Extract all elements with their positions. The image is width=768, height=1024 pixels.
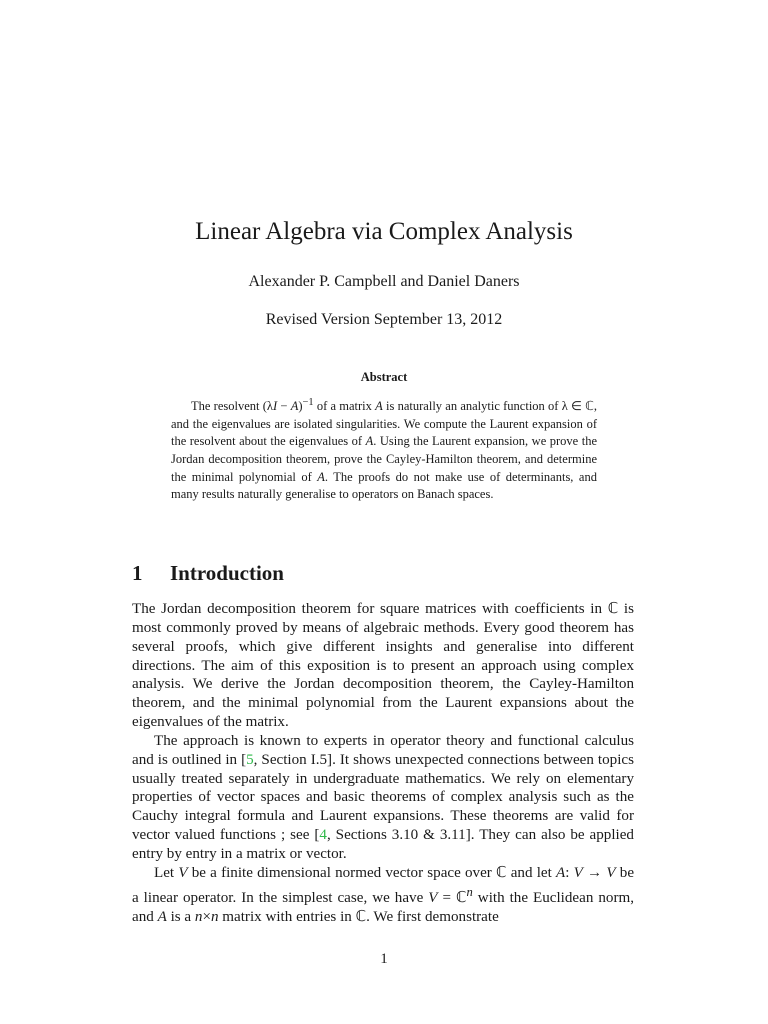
body-span: The approach is known to experts in operator theory and functional calculus and is outlined in [: [132, 732, 634, 768]
citation-link[interactable]: 4: [319, 827, 327, 844]
section-body: [132, 600, 634, 926]
math-var: A: [317, 469, 325, 484]
abstract-span: ): [298, 399, 303, 414]
abstract-span: is naturally an analytic function of λ ∈ ℂ, and the eigenvalues are isolated singularities. We compute the Laurent expansion of the resolvent about the eigenvalues of: [171, 399, 597, 449]
section-number: 1: [132, 561, 143, 585]
body-paragraph: [132, 732, 634, 864]
citation-link[interactable]: 5: [246, 751, 254, 768]
math-var: V: [573, 864, 583, 881]
body-span: Let: [154, 864, 179, 881]
math-exponent: n: [466, 884, 473, 899]
paper-title: Linear Algebra via Complex Analysis: [195, 218, 573, 245]
paper-authors: Alexander P. Campbell and Daniel Daners: [248, 273, 520, 290]
body-span: be a linear operator. In the simplest case, we have: [132, 864, 635, 906]
abstract-paragraph: [171, 394, 597, 504]
abstract-span: of a matrix: [313, 399, 376, 414]
abstract-heading: Abstract: [360, 370, 408, 384]
section-heading: [132, 561, 284, 586]
body-span: is a: [166, 908, 195, 925]
abstract-text: [171, 394, 597, 504]
body-paragraph: The Jordan decomposition theorem for square matrices with coefficients in ℂ is most commonly proved by means of algebraic methods. Every good theorem has several proofs, which give different insights and generalise into different directions. The aim of this exposition is to present an approach using complex analysis. We derive the Jordan decomposition theorem, the Cayley-Hamilton theorem, and the minimal polynomial from the Laurent expansions about the eigenvalues of the matrix.: [132, 601, 634, 731]
math-var: V: [606, 864, 616, 881]
body-paragraph: [132, 864, 634, 927]
math-var: V: [428, 889, 438, 906]
body-span: matrix with entries in ℂ. We first demonstrate: [218, 908, 499, 925]
page-number: 1: [380, 951, 388, 967]
math-var: A: [365, 434, 374, 449]
abstract-span: The resolvent (λ: [191, 399, 273, 414]
math-var: A: [290, 399, 299, 414]
math-var: A: [375, 399, 383, 414]
abstract-span: −: [277, 399, 291, 414]
abstract-span: . Using the Laurent expansion, we prove the Jordan decomposition theorem, prove the Cayley-Hamilton theorem, and determine the minimal polynomial of: [171, 434, 597, 484]
math-var: n: [194, 908, 203, 925]
math-var: I: [272, 399, 278, 414]
body-span: , Section I.5]. It shows unexpected connections between topics usually treated separately in undergraduate mathematics. We rely on elementary properties of vector spaces and basic theorems of complex analysis such as the Cauchy integral formula and Laurent expansions. These theorems are valid for vector valued functions ; see [: [132, 751, 634, 844]
paper-date: Revised Version September 13, 2012: [265, 311, 503, 328]
body-span: be a finite dimensional normed vector space over ℂ and let: [187, 864, 556, 881]
abstract-span: . The proofs do not make use of determinants, and many results naturally generalise to operators on Banach spaces.: [171, 469, 597, 502]
section-title: Introduction: [170, 561, 284, 585]
body-span: , Sections 3.10 & 3.11]. They can also be applied entry by entry in a matrix or vector.: [132, 827, 634, 862]
math-var: A: [157, 908, 167, 925]
math-var: A: [556, 864, 566, 881]
math-var: n: [210, 908, 219, 925]
math-var: V: [178, 864, 188, 881]
body-span: ×: [202, 908, 211, 925]
body-span: with the Euclidean norm, and: [132, 889, 634, 925]
body-span: = ℂ: [437, 889, 467, 906]
body-span: :: [565, 864, 574, 881]
body-span: →: [582, 864, 607, 881]
math-exponent: −1: [302, 397, 314, 408]
